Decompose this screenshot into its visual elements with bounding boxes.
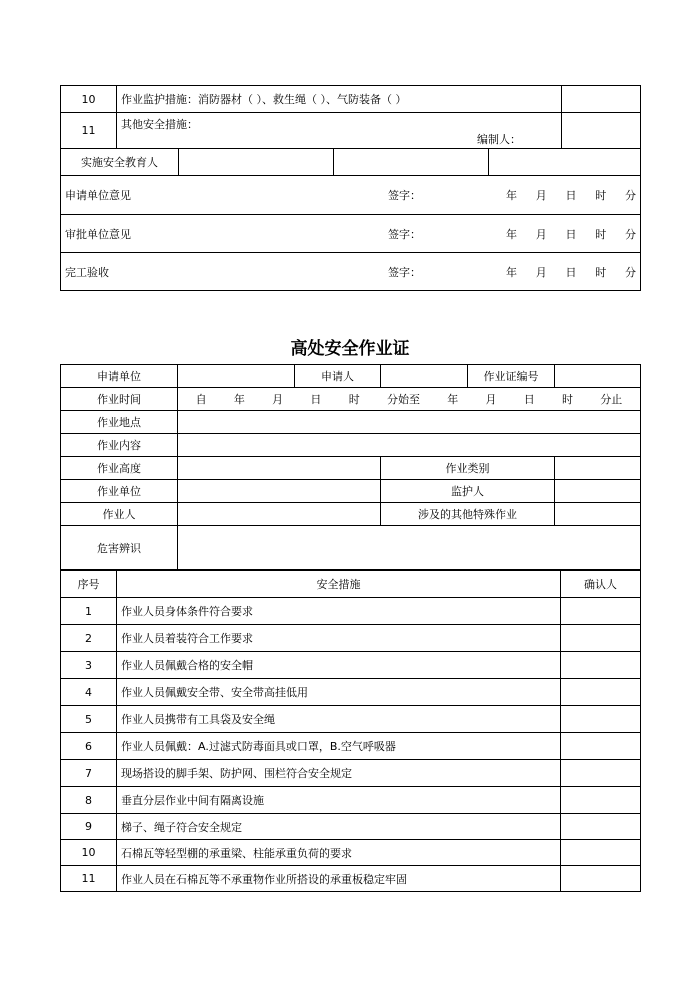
time-unit: 时: [562, 393, 574, 406]
permit-row-hazard: [61, 526, 641, 570]
special-work-label: 涉及的其他特殊作业: [381, 503, 555, 526]
row-measure: 作业人员着装符合工作要求: [117, 625, 561, 652]
table-row: [61, 814, 641, 840]
time-units: [182, 391, 636, 407]
opinion-cell[interactable]: [61, 253, 641, 291]
location-value[interactable]: [178, 411, 641, 434]
hazard-label: 危害辨识: [61, 526, 178, 570]
row-number: 1: [61, 598, 117, 625]
table-row: [61, 706, 641, 733]
opinion-label: 审批单位意见: [65, 227, 131, 241]
time-unit: 时: [348, 393, 360, 406]
other-measures-cell[interactable]: [117, 113, 562, 149]
time-unit: 日: [310, 393, 322, 406]
date-units: [506, 264, 636, 280]
confirm-cell[interactable]: [561, 840, 641, 866]
month-label: 月: [535, 189, 547, 202]
confirm-cell[interactable]: [561, 787, 641, 814]
confirm-cell[interactable]: [561, 598, 641, 625]
confirm-cell[interactable]: [561, 814, 641, 840]
blank-cell[interactable]: [489, 149, 641, 176]
sign-label: 签字：: [388, 265, 421, 279]
confirm-cell[interactable]: [561, 760, 641, 787]
month-label: 月: [535, 227, 547, 241]
header-no: 序号: [61, 571, 117, 598]
confirm-cell[interactable]: [562, 86, 641, 113]
work-time-label: 作业时间: [61, 388, 178, 411]
work-time-value[interactable]: [178, 388, 641, 411]
category-value[interactable]: [555, 457, 641, 480]
confirm-cell[interactable]: [561, 733, 641, 760]
opinion-row: [61, 215, 641, 253]
height-label: 作业高度: [61, 457, 178, 480]
row-measure: 作业人员佩戴安全带、安全带高挂低用: [117, 679, 561, 706]
opinion-label: 申请单位意见: [65, 189, 131, 202]
guardian-value[interactable]: [555, 480, 641, 503]
permit-row-content: [61, 434, 641, 457]
hazard-value[interactable]: [178, 526, 641, 570]
row-number: 7: [61, 760, 117, 787]
confirm-cell[interactable]: [561, 679, 641, 706]
date-units: [506, 226, 636, 242]
top-row-10: [61, 86, 641, 113]
hour-label: 时: [595, 189, 607, 202]
day-label: 日: [565, 189, 577, 202]
row-number: 10: [61, 86, 117, 113]
month-label: 月: [535, 265, 547, 279]
table-row: [61, 866, 641, 892]
opinion-cell[interactable]: [61, 176, 641, 215]
applicant-label: 申请人: [295, 365, 381, 388]
day-label: 日: [565, 265, 577, 279]
educator-row: [61, 149, 641, 176]
row-measure: 作业人员在石棉瓦等不承重物作业所搭设的承重板稳定牢固: [117, 866, 561, 892]
time-unit: 自: [195, 393, 207, 406]
compiler-label: 编制人：: [477, 133, 521, 146]
year-label: 年: [506, 265, 517, 279]
educator-value[interactable]: [179, 149, 334, 176]
time-unit: 年: [233, 393, 245, 406]
permit-table: [60, 364, 641, 570]
row-number: 11: [61, 113, 117, 149]
permit-no-value[interactable]: [555, 365, 641, 388]
time-unit: 月: [272, 393, 284, 406]
row-number: 11: [61, 866, 117, 892]
permit-row-unit: [61, 480, 641, 503]
opinion-row: [61, 253, 641, 291]
confirm-cell[interactable]: [561, 706, 641, 733]
row-number: 4: [61, 679, 117, 706]
minute-label: 分: [625, 227, 636, 241]
row-number: 9: [61, 814, 117, 840]
permit-row-apply: [61, 365, 641, 388]
opinion-label: 完工验收: [65, 265, 109, 279]
row-number: 3: [61, 652, 117, 679]
time-unit: 年: [447, 393, 459, 406]
educator-label: 实施安全教育人: [61, 149, 179, 176]
year-label: 年: [506, 227, 517, 241]
table-row: [61, 733, 641, 760]
permit-no-label: 作业证编号: [468, 365, 555, 388]
day-label: 日: [565, 227, 577, 241]
top-row-11: [61, 113, 641, 149]
time-unit: 分始至: [386, 393, 420, 406]
sign-label: 签字：: [388, 189, 421, 202]
table-row: [61, 679, 641, 706]
opinion-row: [61, 176, 641, 215]
table-row: [61, 598, 641, 625]
permit-row-height: [61, 457, 641, 480]
row-measure: 现场搭设的脚手架、防护网、围栏符合安全规定: [117, 760, 561, 787]
work-unit-label: 作业单位: [61, 480, 178, 503]
applicant-value[interactable]: [381, 365, 468, 388]
hour-label: 时: [595, 265, 607, 279]
date-units: [506, 187, 636, 203]
row-number: 2: [61, 625, 117, 652]
header-measure: 安全措施: [117, 571, 561, 598]
apply-unit-label: 申请单位: [61, 365, 178, 388]
permit-row-worker: [61, 503, 641, 526]
time-unit: 分止: [600, 393, 623, 406]
row-measure: 作业人员佩戴合格的安全帽: [117, 652, 561, 679]
time-unit: 月: [485, 393, 497, 406]
blank-cell[interactable]: [334, 149, 489, 176]
row-measure: 梯子、绳子符合安全规定: [117, 814, 561, 840]
year-label: 年: [506, 189, 517, 202]
row-measure: 石棉瓦等轻型棚的承重梁、柱能承重负荷的要求: [117, 840, 561, 866]
row-number: 5: [61, 706, 117, 733]
worker-label: 作业人: [61, 503, 178, 526]
time-unit: 日: [523, 393, 535, 406]
opinion-cell[interactable]: [61, 215, 641, 253]
worker-value[interactable]: [178, 503, 381, 526]
row-number: 8: [61, 787, 117, 814]
measures-table: [60, 570, 641, 892]
confirm-cell[interactable]: [562, 113, 641, 149]
minute-label: 分: [625, 265, 636, 279]
guardian-label: 监护人: [381, 480, 555, 503]
location-label: 作业地点: [61, 411, 178, 434]
row-measure: 垂直分层作业中间有隔离设施: [117, 787, 561, 814]
table-row: [61, 840, 641, 866]
table-row: [61, 652, 641, 679]
row-measure: 作业人员身体条件符合要求: [117, 598, 561, 625]
table-row: [61, 625, 641, 652]
category-label: 作业类别: [381, 457, 555, 480]
top-table: [60, 85, 641, 291]
row-measure: 作业人员佩戴：A.过滤式防毒面具或口罩，B.空气呼吸器: [117, 733, 561, 760]
apply-unit-value[interactable]: [178, 365, 295, 388]
row-measure: 作业人员携带有工具袋及安全绳: [117, 706, 561, 733]
row-text: 作业监护措施：消防器材（ ）、救生绳（ ）、气防装备（ ）: [117, 86, 562, 113]
confirm-cell[interactable]: [561, 625, 641, 652]
minute-label: 分: [625, 189, 636, 202]
other-measures-label: 其他安全措施：: [121, 118, 198, 131]
content-label: 作业内容: [61, 434, 178, 457]
content-value[interactable]: [178, 434, 641, 457]
row-number: 6: [61, 733, 117, 760]
table-row: [61, 760, 641, 787]
page-title: 高处安全作业证: [290, 339, 410, 359]
confirm-cell[interactable]: [561, 652, 641, 679]
row-number: 10: [61, 840, 117, 866]
height-value[interactable]: [178, 457, 381, 480]
measures-header: [61, 571, 641, 598]
hour-label: 时: [595, 227, 607, 241]
header-confirm: 确认人: [561, 571, 641, 598]
work-unit-value[interactable]: [178, 480, 381, 503]
confirm-cell[interactable]: [561, 866, 641, 892]
permit-row-location: [61, 411, 641, 434]
special-work-value[interactable]: [555, 503, 641, 526]
permit-row-time: [61, 388, 641, 411]
sign-label: 签字：: [388, 227, 421, 241]
table-row: [61, 787, 641, 814]
